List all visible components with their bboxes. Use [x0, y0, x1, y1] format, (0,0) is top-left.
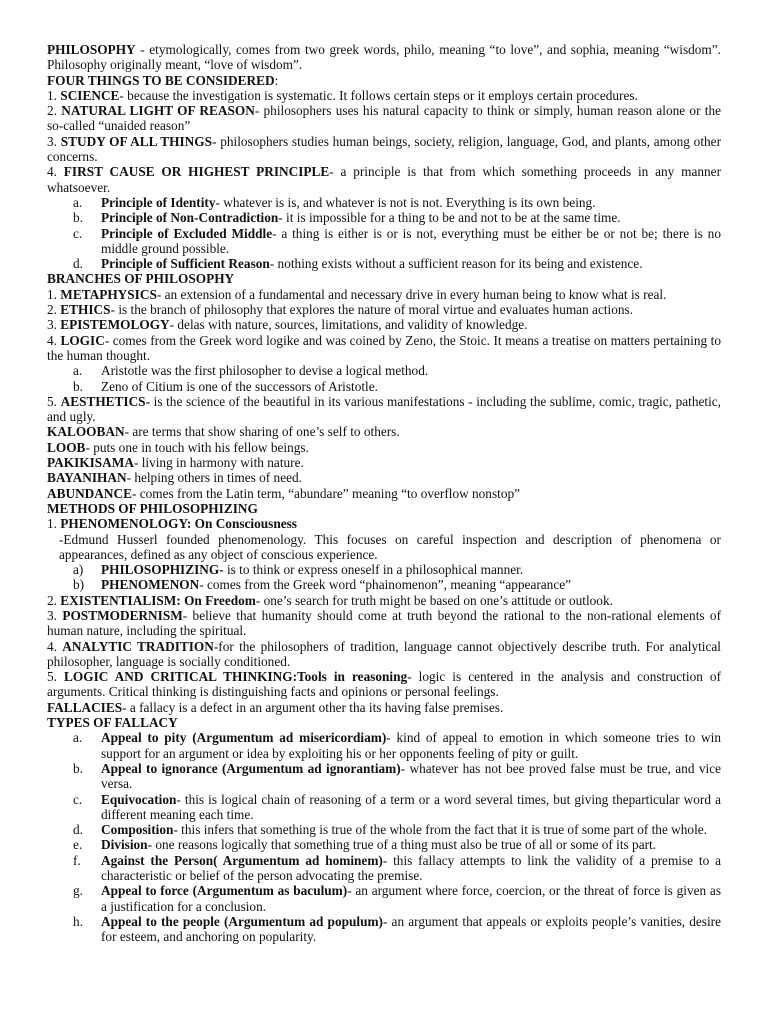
fallacy-text: - whatever has not bee proved false must be true, and vice versa. [101, 760, 721, 792]
sub-item-text: Aristotle was the first philosopher to devise a logical method. [101, 363, 429, 379]
fallacy-text: - one reasons logically that something true of a thing must also be true of all or some of its part. [147, 837, 657, 853]
husserl-paragraph: -Edmund Husserl founded phenomenology. This focuses on careful inspection and description of phenomena or appearances, defined as any object of conscious experience. [59, 531, 721, 562]
fallacy-text: - this fallacy attempts to link the validity of a premise to a characteristic or belief of the person advocating the premise. [101, 852, 721, 884]
philosophy-definition [47, 42, 721, 73]
fallacy-item [47, 822, 721, 837]
list-marker: h. [73, 913, 83, 929]
term-label: PAKIKISAMA [47, 455, 134, 471]
fallacy-item [47, 914, 721, 945]
list-marker: c. [73, 791, 83, 807]
term-label: FALLACIES [47, 699, 123, 715]
fallacy-item [47, 730, 721, 761]
list-marker: b. [73, 210, 83, 226]
item-term: SCIENCE [60, 87, 120, 103]
branch-item [47, 317, 721, 332]
item-text: - comes from the Greek word logike and was coined by Zeno, the Stoic. It means a treatise on matters pertaining to the human thought. [47, 332, 721, 363]
term-definition [47, 470, 721, 485]
item-number: 1. [47, 286, 61, 302]
term-text: - are terms that show sharing of one’s self to others. [124, 424, 400, 440]
principle-term: Principle of Non-Contradiction [101, 210, 279, 226]
term-text: - living in harmony with nature. [133, 455, 304, 471]
heading-branches: BRANCHES OF PHILOSOPHY [47, 271, 235, 287]
branch-item [47, 302, 721, 317]
list-marker: b) [73, 577, 85, 593]
sub-item-text: Zeno of Citium is one of the successors of Aristotle. [101, 378, 378, 394]
item-term: ETHICS [60, 302, 111, 318]
four-things-item [47, 88, 721, 103]
method-sub-item [47, 562, 721, 577]
item-term: FIRST CAUSE OR HIGHEST PRINCIPLE [63, 164, 330, 180]
principle-term: Principle of Excluded Middle [101, 225, 273, 241]
fallacy-text: - an argument where force, coercion, or the threat of force is given as a justification for a conclusion. [101, 883, 721, 914]
item-term: EXISTENTIALISM: On Freedom [60, 592, 256, 608]
fallacy-term: Appeal to the people (Argumentum ad populum) [101, 913, 383, 929]
item-text: - believe that humanity should come at truth beyond the rational to the non-rational elements of human nature, including the spiritual. [47, 607, 722, 639]
heading-types-of-fallacy: TYPES OF FALLACY [47, 715, 178, 731]
fallacy-text: - an argument that appeals or exploits people’s vanities, desire for esteem, and anchoring on popularity. [101, 913, 721, 945]
item-text: - is the branch of philosophy that explores the nature of moral virtue and evaluates human actions. [110, 302, 634, 318]
branch-item [47, 287, 721, 302]
four-things-item [47, 164, 721, 195]
item-text: - one’s search for truth might be based on one’s attitude or outlook. [255, 592, 613, 608]
item-number: 4. [47, 332, 61, 348]
heading-text: FOUR THINGS TO BE CONSIDERED [47, 72, 275, 88]
term-label: LOOB [47, 439, 86, 455]
fallacy-term: Against the Person( Argumentum ad hominem) [101, 852, 383, 868]
item-term: NATURAL LIGHT OF REASON [61, 103, 255, 119]
method-item [47, 669, 721, 700]
four-things-item [47, 103, 721, 134]
principle-text: - whatever is is, and whatever is not is not. Everything is its own being. [215, 194, 596, 210]
fallacy-term: Equivocation [101, 791, 177, 807]
fallacy-text: - kind of appeal to emotion in which someone tries to win support for an argument or idea by exploiting his or her opponents feeling of pity or guilt. [101, 730, 721, 761]
list-marker: d. [73, 256, 83, 272]
item-number: 4. [47, 164, 64, 180]
item-text: - an extension of a fundamental and necessary drive in every human being to know what is real. [156, 286, 667, 302]
definition-text: - etymologically, comes from two greek words, philo, meaning “to love”, and sophia, meaning “wisdom”. Philosophy originally meant, “love of wisdom”. [47, 42, 721, 73]
method-item [47, 608, 721, 639]
fallacy-term: Appeal to force (Argumentum as baculum) [101, 883, 348, 899]
fallacy-term: Appeal to ignorance (Argumentum ad ignorantiam) [101, 760, 401, 776]
item-number: 2. [47, 302, 61, 318]
term-label: KALOOBAN [47, 424, 125, 440]
fallacy-text: - this infers that something is true of the whole from the fact that it is true of some part of the whole. [173, 822, 707, 838]
list-marker: a) [73, 562, 84, 578]
item-number: 5. [47, 669, 65, 685]
item-term: LOGIC [60, 332, 105, 348]
item-term: METAPHYSICS [60, 286, 157, 302]
logic-sub-item [47, 379, 721, 394]
item-term: STUDY OF ALL THINGS [60, 133, 212, 149]
fallacy-item [47, 853, 721, 884]
item-term: LOGIC AND CRITICAL THINKING:Tools in reasoning [64, 669, 408, 685]
list-marker: a. [73, 730, 83, 746]
item-number: 1. [47, 516, 61, 532]
fallacy-item [47, 761, 721, 792]
term-text: - a fallacy is a defect in an argument other tha its having false premises. [122, 699, 504, 715]
fallacy-term: Appeal to pity (Argumentum ad misericordiam) [101, 730, 387, 746]
method-item [47, 516, 721, 531]
item-term: AESTHETICS- [60, 393, 151, 409]
item-term: EPISTEMOLOGY [60, 317, 170, 333]
fallacy-term: Division [101, 837, 148, 853]
method-item [47, 639, 721, 670]
term-definition [47, 424, 721, 439]
fallacy-item [47, 837, 721, 852]
item-text: is the science of the beautiful in its various manifestations - including the sublime, comic, tragic, pathetic, and ugly. [47, 393, 722, 425]
list-marker: a. [73, 194, 83, 210]
term-text: - puts one in touch with his fellow beings. [85, 439, 309, 455]
heading-four-things [47, 73, 721, 88]
method-item [47, 593, 721, 608]
term-label: BAYANIHAN [47, 470, 127, 486]
principle-item [47, 256, 721, 271]
list-marker: c. [73, 225, 83, 241]
item-text: - philosophers uses his natural capacity to think or simply, human reason alone or the so-called “unaided reason” [47, 103, 722, 134]
term-definition [47, 440, 721, 455]
fallacy-item [47, 883, 721, 914]
sub-item-text: is to think or express oneself in a philosophical manner. [223, 562, 524, 578]
sub-item-term: PHENOMENON [101, 577, 200, 593]
principle-term: Principle of Sufficient Reason [101, 256, 270, 272]
item-number: 1. [47, 87, 61, 103]
list-marker: f. [73, 852, 81, 868]
list-marker: g. [73, 883, 83, 899]
item-term: PHENOMENOLOGY: On Consciousness [60, 516, 297, 532]
list-marker: e. [73, 837, 83, 853]
item-text: - a principle is that from which something proceeds in any manner whatsoever. [47, 164, 722, 195]
term-text: - comes from the Latin term, “abundare” meaning “to overflow nonstop” [131, 485, 521, 501]
four-things-item [47, 134, 721, 165]
branch-item [47, 333, 721, 364]
item-number: 3. [47, 133, 61, 149]
item-term: POSTMODERNISM [62, 607, 183, 623]
term-definition [47, 486, 721, 501]
term-label: ABUNDANCE [47, 485, 132, 501]
fallacy-item [47, 792, 721, 823]
item-text: - delas with nature, sources, limitations, and validity of knowledge. [169, 317, 528, 333]
item-number: 3. [47, 607, 63, 623]
item-text: - philosophers studies human beings, society, religion, language, God, and plants, among other concerns. [47, 133, 722, 165]
fallacies-definition [47, 700, 721, 715]
term-text: - helping others in times of need. [126, 470, 302, 486]
list-marker: b. [73, 760, 83, 776]
fallacy-text: - this is logical chain of reasoning of a term or a word several times, but giving theparticular word a different meaning each time. [101, 791, 721, 822]
principle-term: Principle of Identity [101, 194, 216, 210]
fallacy-term: Composition [101, 822, 174, 838]
method-sub-item [47, 577, 721, 592]
principle-item [47, 226, 721, 257]
item-term: ANALYTIC TRADITION [62, 638, 214, 654]
sub-item-text: - comes from the Greek word “phainomenon”, meaning “appearance” [199, 577, 572, 593]
item-text: - because the investigation is systematic. It follows certain steps or it employs certain procedures. [119, 87, 638, 103]
term-philosophy: PHILOSOPHY [47, 42, 136, 57]
heading-methods: METHODS OF PHILOSOPHIZING [47, 500, 258, 516]
principle-item [47, 210, 721, 225]
sub-item-term: PHILOSOPHIZING- [101, 562, 224, 578]
branch-item-aesthetics [47, 394, 721, 425]
item-number: 2. [47, 103, 62, 119]
item-number: 5. [47, 393, 61, 409]
term-definition [47, 455, 721, 470]
principle-text: - nothing exists without a sufficient reason for its being and existence. [269, 256, 643, 272]
list-marker: b. [73, 378, 83, 394]
principle-item [47, 195, 721, 210]
item-text: -for the philosophers of tradition, language cannot objectively describe truth. For analytical philosopher, language is socially conditioned. [47, 638, 721, 669]
heading-colon: : [274, 72, 279, 88]
item-number: 4. [47, 638, 63, 654]
item-number: 2. [47, 592, 61, 608]
item-text: - logic is centered in the analysis and construction of arguments. Critical thinking is distinguishing facts and opinions or personal feelings. [47, 669, 722, 700]
list-marker: a. [73, 363, 83, 379]
list-marker: d. [73, 822, 83, 838]
logic-sub-item [47, 363, 721, 378]
principle-text: - it is impossible for a thing to be and not to be at the same time. [278, 210, 621, 226]
principle-text: - a thing is either is or is not, everything must be either be or not be; there is no middle ground possible. [101, 225, 721, 256]
item-number: 3. [47, 317, 61, 333]
